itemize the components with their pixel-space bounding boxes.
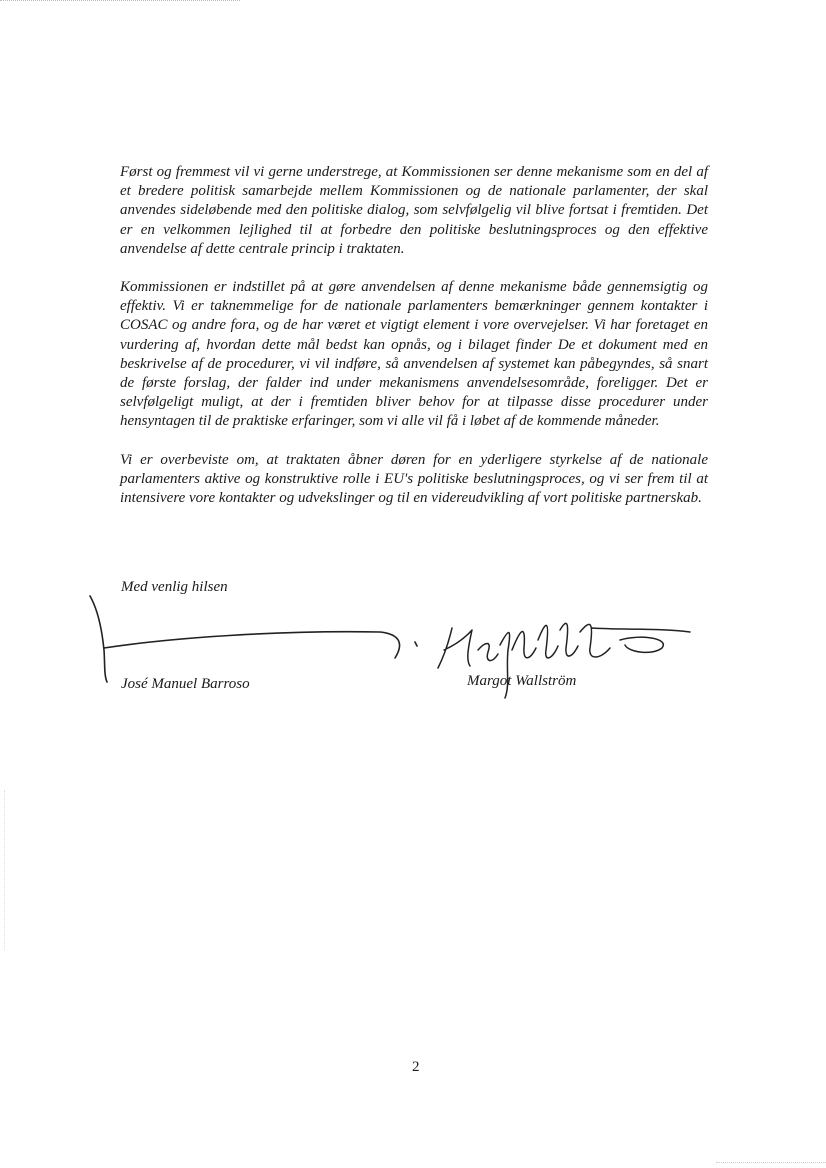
signature-barroso (90, 596, 417, 682)
paragraph-3: Vi er overbeviste om, at traktaten åbner døren for en yderligere styrkelse af de nationale parlamenters aktive og konstruktive rolle i EU's politiske beslutningsproces, og vi ser frem til at intensivere vore kontakter og udvekslinger og til en videreudvikling af vort politiske partnerskab. (120, 451, 708, 507)
paragraph-2: Kommissionen er indstillet på at gøre anvendelsen af denne mekanisme både gennemsigtig og effektiv. Vi er taknemmelige for de nationale parlamenters bemærkninger gennem kontakter i COSAC og andre fora, og de har været et vigtigt element i vore overvejelser. Vi har foretaget en vurdering af, hvordan dette mål bedst kan opnås, og i bilaget finder De et dokument med en beskrivelse af de procedurer, vi vil indføre, så anvendelsen af systemet kan påbegyndes, så snart de første forslag, der falder ind under mekanismens anvendelsesområde, foreligger. Det er selvfølgeligt muligt, at der i fremtiden bliver behov for at tilpasse disse procedurer under hensyntagen til de praktiske erfaringer, som vi alle vil få i løbet af de kommende måneder. (120, 279, 708, 430)
scan-artifact-bottom (716, 1162, 826, 1164)
signatory-right: Margot Wallström (467, 673, 577, 689)
paragraph-1: Først og fremmest vil vi gerne understrege, at Kommissionen ser denne mekanisme som en del af et bredere politisk samarbejde mellem Kommissionen og de nationale parlamenter, der skal anvendes sideløbende med den politiske dialog, som selvfølgelig vil blive fortsat i fremtiden. Det er en velkommen lejlighed til at forbedre den politiske beslutningsproces og den effektive anvendelse af dette centrale princip i traktaten. (120, 164, 708, 257)
signatory-left: José Manuel Barroso (121, 676, 250, 692)
letter-body (120, 163, 708, 527)
page-number: 2 (412, 1059, 420, 1075)
scan-artifact-left (4, 790, 6, 950)
closing-salutation: Med venlig hilsen (121, 579, 228, 595)
scan-artifact-top (0, 0, 240, 2)
